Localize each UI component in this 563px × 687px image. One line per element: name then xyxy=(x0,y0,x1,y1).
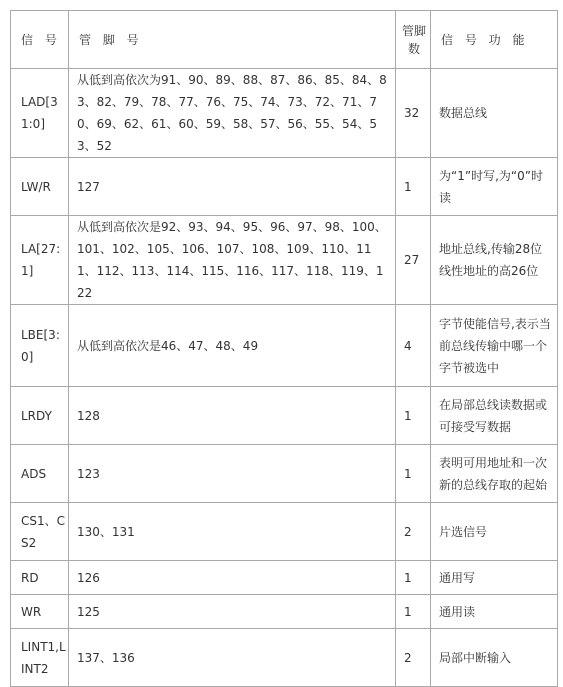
function-cell: 数据总线 xyxy=(431,69,558,158)
table-row xyxy=(11,629,558,687)
pins-cell: 126 xyxy=(69,561,396,595)
count-cell: 1 xyxy=(396,445,431,503)
signal-cell: LW/R xyxy=(11,158,69,216)
signal-cell: RD xyxy=(11,561,69,595)
signal-cell: WR xyxy=(11,595,69,629)
function-cell: 为“1”时写,为“0”时读 xyxy=(431,158,558,216)
count-cell: 32 xyxy=(396,69,431,158)
pins-cell: 123 xyxy=(69,445,396,503)
function-cell: 地址总线,传输28位线性地址的高26位 xyxy=(431,216,558,305)
table-row xyxy=(11,503,558,561)
header-pin-count: 管脚数 xyxy=(396,11,431,69)
function-cell: 局部中断输入 xyxy=(431,629,558,687)
count-cell: 1 xyxy=(396,595,431,629)
function-cell: 在局部总线读数据或可接受写数据 xyxy=(431,387,558,445)
function-cell: 通用写 xyxy=(431,561,558,595)
pins-cell: 137、136 xyxy=(69,629,396,687)
count-cell: 1 xyxy=(396,387,431,445)
table-row xyxy=(11,595,558,629)
signal-cell: LRDY xyxy=(11,387,69,445)
count-cell: 1 xyxy=(396,561,431,595)
function-cell: 通用读 xyxy=(431,595,558,629)
table-row xyxy=(11,158,558,216)
signal-cell: LINT1,LINT2 xyxy=(11,629,69,687)
signal-cell: CS1、CS2 xyxy=(11,503,69,561)
table-row xyxy=(11,216,558,305)
header-function: 信 号 功 能 xyxy=(431,11,558,69)
pins-cell: 从低到高依次为91、90、89、88、87、86、85、84、83、82、79、78、77、76、75、74、73、72、71、70、69、62、61、60、59、58、57、56、55、54、53、52 xyxy=(69,69,396,158)
signal-cell: LA[27:1] xyxy=(11,216,69,305)
table-row xyxy=(11,561,558,595)
count-cell: 1 xyxy=(396,158,431,216)
function-cell: 表明可用地址和一次新的总线存取的起始 xyxy=(431,445,558,503)
pins-cell: 128 xyxy=(69,387,396,445)
pins-cell: 130、131 xyxy=(69,503,396,561)
table-row xyxy=(11,305,558,387)
count-cell: 4 xyxy=(396,305,431,387)
table-row xyxy=(11,69,558,158)
count-cell: 2 xyxy=(396,503,431,561)
count-cell: 27 xyxy=(396,216,431,305)
pins-cell: 从低到高依次是92、93、94、95、96、97、98、100、101、102、105、106、107、108、109、110、111、112、113、114、115、116、117、118、119、122 xyxy=(69,216,396,305)
pins-cell: 从低到高依次是46、47、48、49 xyxy=(69,305,396,387)
count-cell: 2 xyxy=(396,629,431,687)
function-cell: 片选信号 xyxy=(431,503,558,561)
signal-cell: ADS xyxy=(11,445,69,503)
table-row xyxy=(11,387,558,445)
signal-cell: LBE[3:0] xyxy=(11,305,69,387)
table-row xyxy=(11,445,558,503)
header-signal: 信 号 xyxy=(11,11,69,69)
header-pins: 管 脚 号 xyxy=(69,11,396,69)
pins-cell: 127 xyxy=(69,158,396,216)
function-cell: 字节使能信号,表示当前总线传输中哪一个字节被选中 xyxy=(431,305,558,387)
header-row xyxy=(11,11,558,69)
pins-cell: 125 xyxy=(69,595,396,629)
signal-cell: LAD[31:0] xyxy=(11,69,69,158)
pin-table xyxy=(10,10,558,687)
